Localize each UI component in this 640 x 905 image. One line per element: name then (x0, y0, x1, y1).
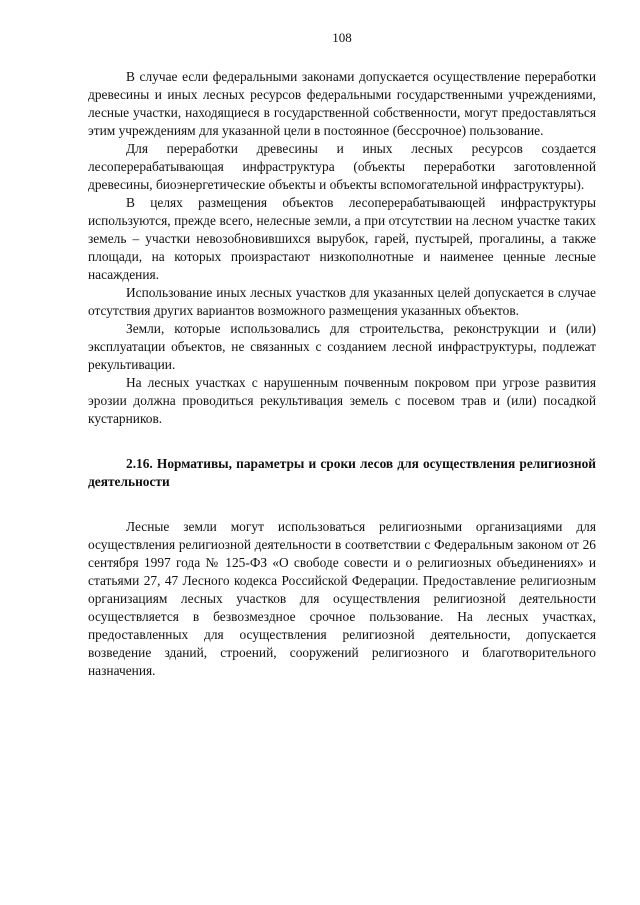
paragraph: Лесные земли могут использоваться религиозными организациями для осуществления религиозной деятельности в соответствии с Федеральным законом от 26 сентября 1997 года № 125-ФЗ «О свободе совести и о религиозных объединениях» и статьями 27, 47 Лесного кодекса Российской Федерации. Предоставление религиозным организациям лесных участков для осуществления религиозной деятельности осуществляется в безвозмездное срочное пользование. На лесных участках, предоставленных для осуществления религиозной деятельности, допускается возведение зданий, строений, сооружений религиозного и благотворительного назначения. (88, 519, 596, 678)
page-number: 108 (332, 30, 352, 45)
paragraph: Использование иных лесных участков для указанных целей допускается в случае отсутствия других вариантов возможного размещения указанных объектов. (88, 285, 596, 318)
paragraph: На лесных участках с нарушенным почвенным покровом при угрозе развития эрозии должна проводиться рекультивация земель с посевом трав и (или) посадкой кустарников. (88, 375, 596, 426)
section-heading: 2.16. Нормативы, параметры и сроки лесов для осуществления религиозной деятельности (88, 456, 596, 489)
paragraph: В целях размещения объектов лесоперерабатывающей инфраструктуры используются, прежде всего, нелесные земли, а при отсутствии на лесном участке таких земель – участки невозобновившихся вырубок, гарей, пустырей, прогалины, а также площади, на которых произрастают низкополнотные и наименее ценные лесные насаждения. (88, 195, 596, 282)
paragraph: Земли, которые использовались для строительства, реконструкции и (или) эксплуатации объектов, не связанных с созданием лесной инфраструктуры, подлежат рекультивации. (88, 321, 596, 372)
paragraph: В случае если федеральными законами допускается осуществление переработки древесины и иных лесных ресурсов федеральными государственными учреждениями, лесные участки, находящиеся в государственной собственности, могут предоставляться этим учреждениям для указанной цели в постоянное (бессрочное) пользование. (88, 69, 596, 138)
paragraph: Для переработки древесины и иных лесных ресурсов создается лесоперерабатывающая инфраструктура (объекты переработки заготовленной древесины, биоэнергетические объекты и объекты вспомогательной инфраструктуры). (88, 141, 596, 192)
document-page (88, 30, 596, 680)
